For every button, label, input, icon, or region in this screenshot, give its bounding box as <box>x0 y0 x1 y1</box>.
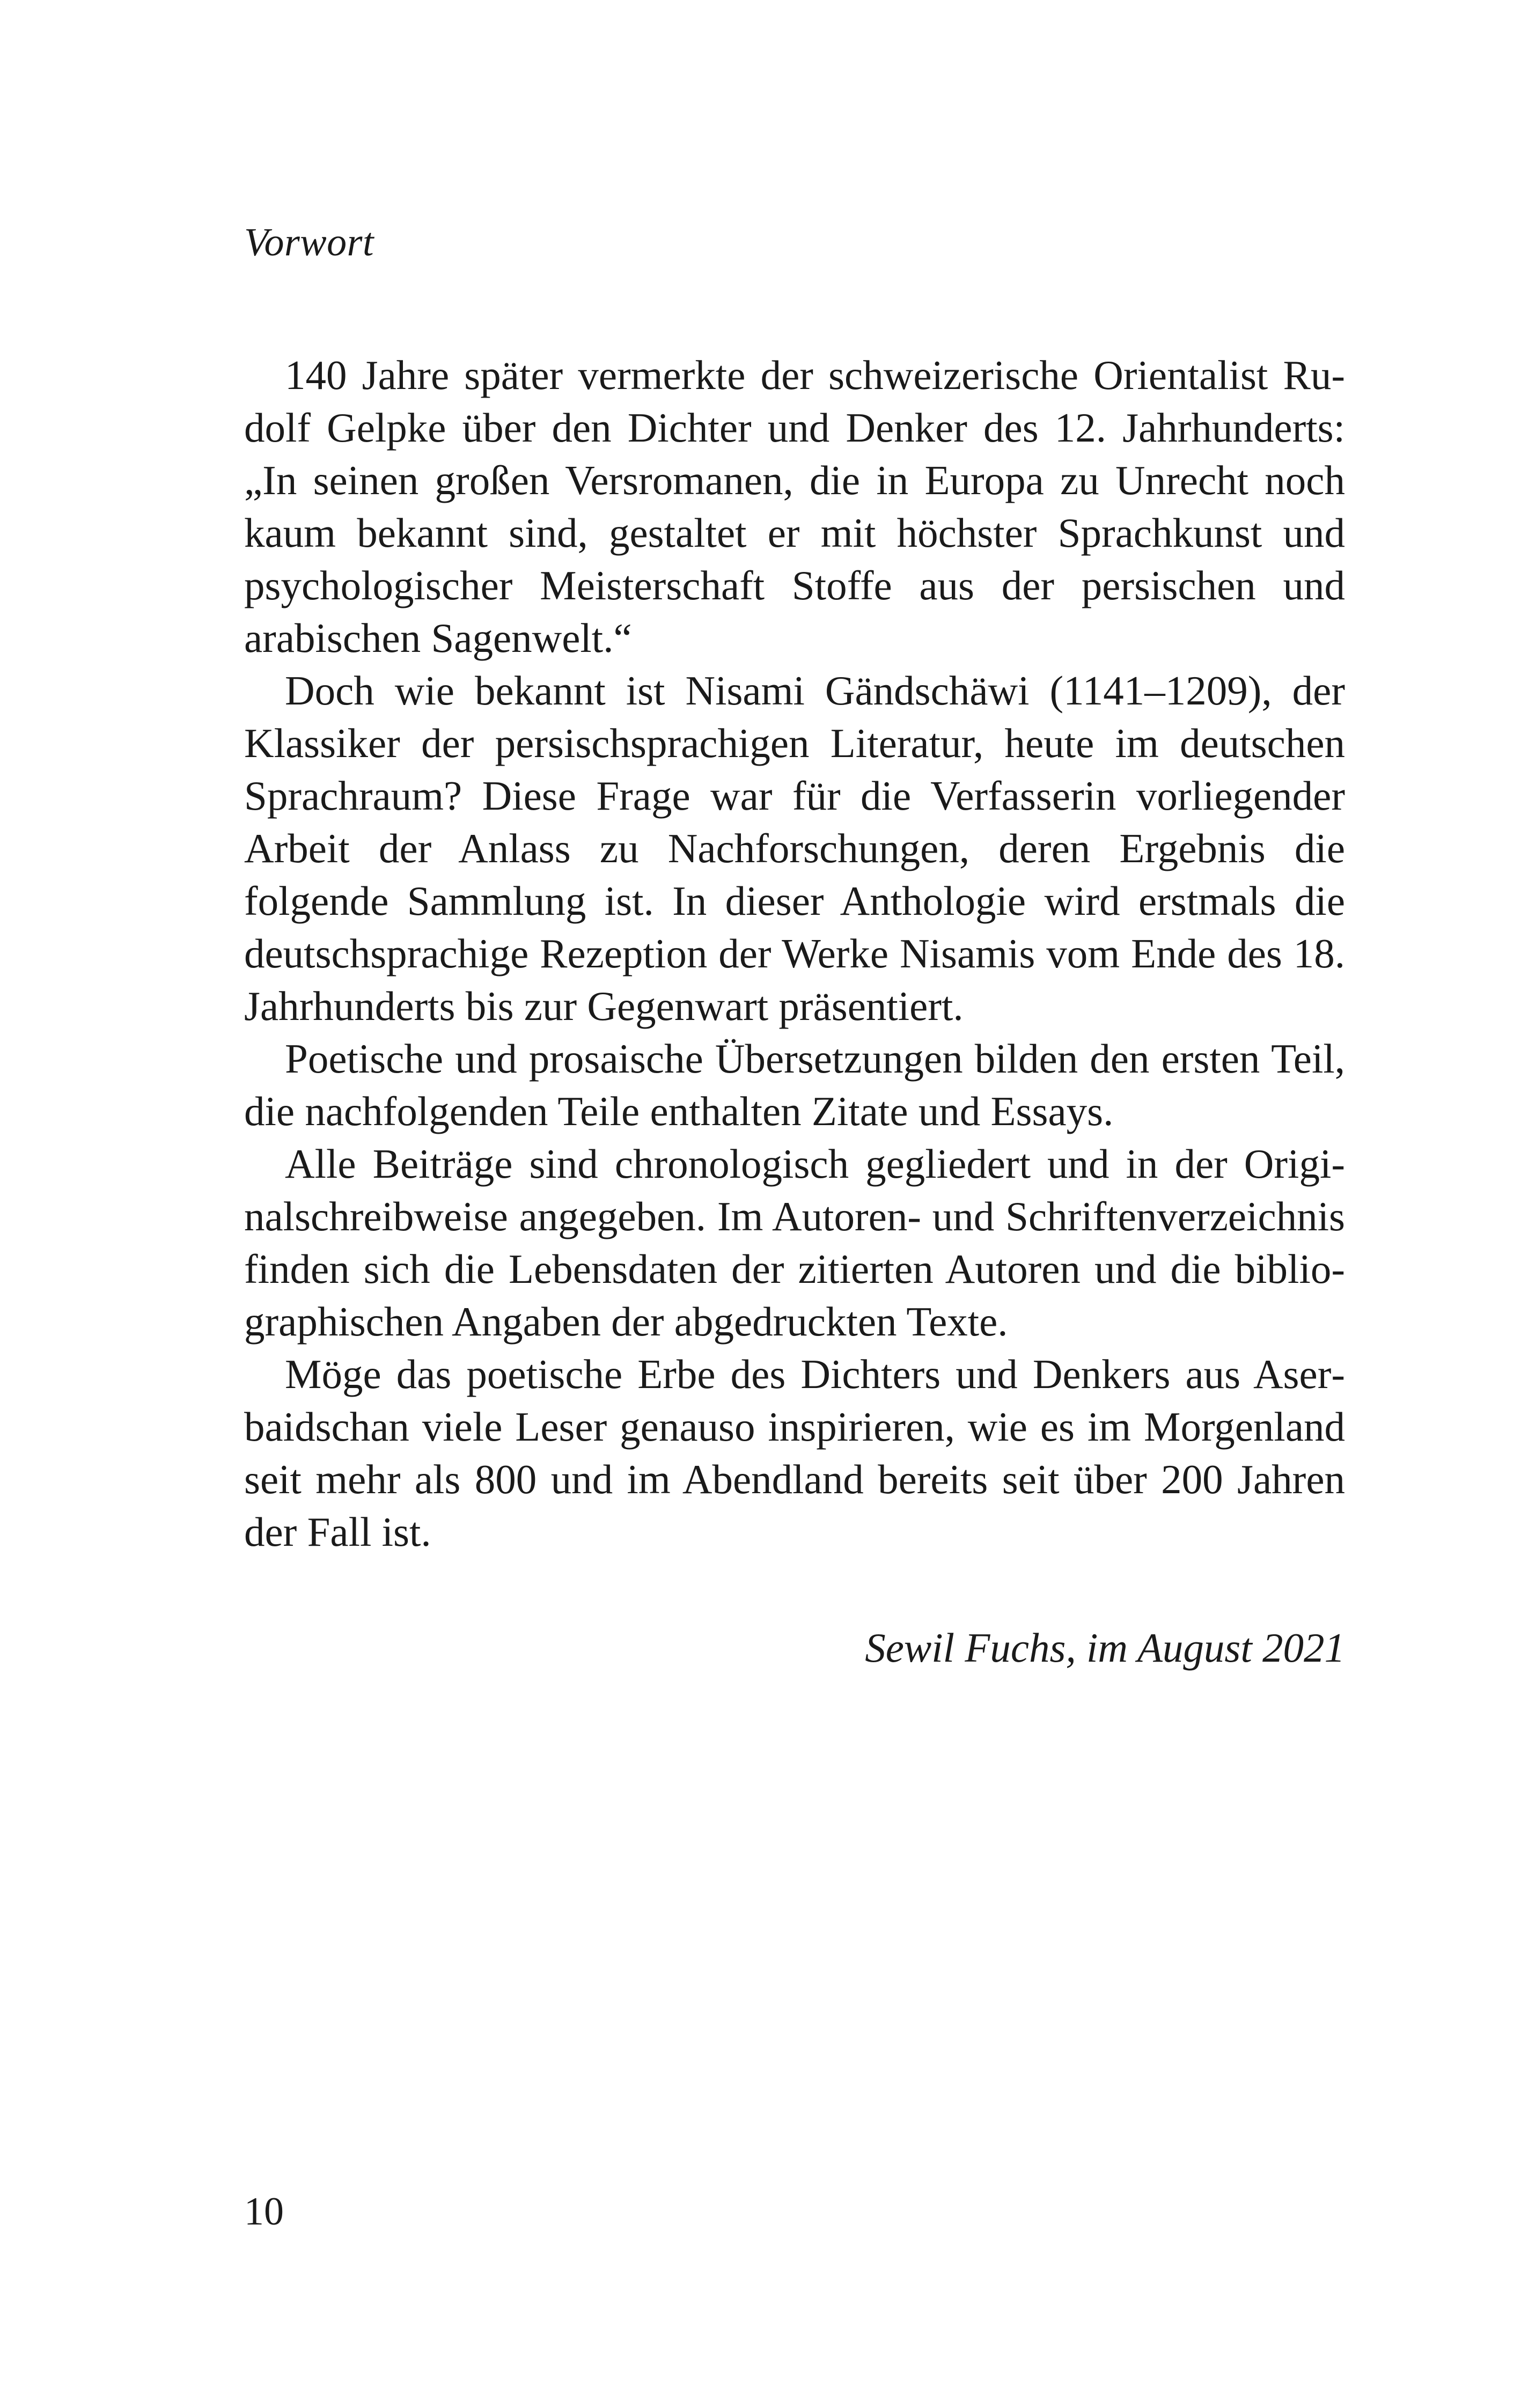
author-signature: Sewil Fuchs, im August 2021 <box>865 1625 1345 1671</box>
page-number: 10 <box>244 2190 284 2234</box>
paragraph-2: Doch wie bekannt ist Nisami Gändschäwi (1141–1209), der Klassiker der persischsprachigen Literatur, heute im deutschen Sprachraum? Diese Frage war für die Verfasserin vorliegender Arbeit der Anlass zu Nachforschungen, deren Ergebnis die folgende Sammlung ist. In dieser Anthologie wird erstmals die deutschsprachige Rezeption der Werke Nisamis vom Ende des 18. Jahrhunderts bis zur Gegenwart präsentiert. <box>244 667 1345 1029</box>
paragraph-3: Poetische und prosaische Übersetzungen bilden den ersten Teil, die nachfolgenden Teile enthalten Zitate und Essays. <box>244 1036 1345 1134</box>
running-head: Vorwort <box>244 221 374 265</box>
paragraph-1: 140 Jahre später vermerkte der schweizerische Orientalist Rudolf Gelpke über den Dichter und Denker des 12. Jahrhunderts: „In seinen großen Versromanen, die in Europa zu Unrecht noch kaum bekannt sind, gestaltet er mit höchster Sprachkunst und psychologischer Meisterschaft Stoffe aus der persischen und arabischen Sagenwelt.“ <box>244 352 1345 661</box>
paragraph-4: Alle Beiträge sind chronologisch gegliedert und in der Originalschreibweise angegeben. Im Autoren- und Schriftenverzeichnis finden sich die Lebensdaten der zitierten Autoren und die bibliographischen Angaben der abgedruckten Texte. <box>244 1141 1345 1345</box>
paragraph-5: Möge das poetische Erbe des Dichters und Denkers aus Aserbaidschan viele Leser genauso inspirieren, wie es im Morgenland seit mehr als 800 und im Abendland bereits seit über 200 Jahren der Fall ist. <box>244 1351 1345 1555</box>
preface-body <box>244 349 1345 1558</box>
